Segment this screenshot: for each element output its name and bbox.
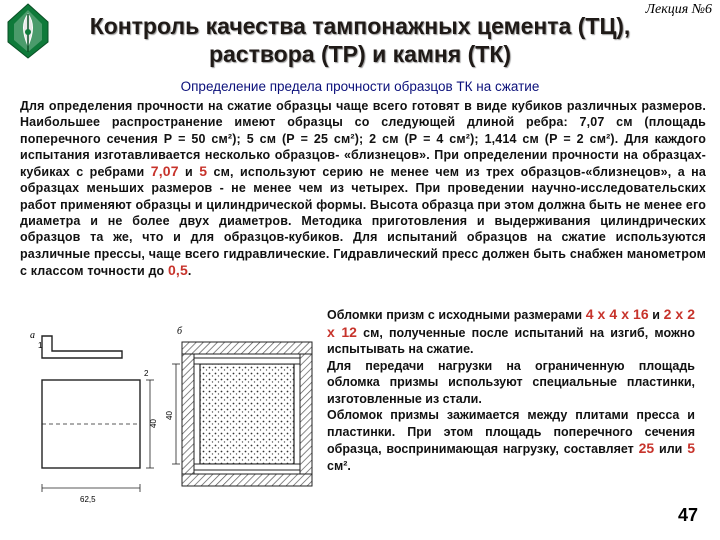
label-a: а <box>30 330 35 341</box>
p1-text-c: см, полученные после испытаний на изгиб, можно испытывать на сжатие. <box>327 325 695 356</box>
p1-text-b: и <box>648 308 664 322</box>
value-5-area: 5 <box>687 440 695 456</box>
value-5: 5 <box>199 163 208 180</box>
para-text-1: Для определения прочности на сжатие образцы чаще всего готовят в виде кубиков различных размеров. Наибольшее распространение имеют образцы со следующей длиной ребра: 7,07 см (площадь поперечного сечения Р = 50 см²); 5 см (Р = 25 см²); 2 см (Р = 4 см²); 1,414 см (Р = 2 см²). Для каждого испытания изготавливается несколько образцов- «близнецов». При определении прочности на образцах-кубиках с ребрами <box>20 99 706 180</box>
value-25: 25 <box>638 440 655 456</box>
right-paragraph-1 <box>327 306 695 358</box>
right-paragraph-2: Для передачи нагрузки на ограниченную площадь обломка призмы используют специальные пластинки, изготовленные из стали. <box>327 358 695 406</box>
p1-text-a: Обломки призм с исходными размерами <box>327 308 586 322</box>
value-0-5: 0,5 <box>167 261 188 278</box>
para-text-3: см, используют серию не менее чем из трех образцов-«близнецов», а на образцах меньших размеров - не менее чем из четырех. При проведении научно-исследовательских работ применяют образцы и цилиндрической формы. Высота образца при этом должна быть не менее его диаметра и не более двух диаметров. Методика приготовления и выдерживания цилиндрических образцов та же, что и для образцов-кубиков. Для испытаний образцов на сжатие используются различные прессы, чаще всего гидравлические. Гидравлический пресс должен быть снабжен манометром с классом точности до <box>20 165 706 278</box>
dim-a-height: 40 <box>149 419 158 428</box>
right-paragraph-3 <box>327 407 695 474</box>
specimen-drawing <box>22 318 322 528</box>
p3-text-a: Обломок призмы зажимается между плитами пресса и пластинки. При этом площадь поперечного сечения образца, воспринимающая нагрузку, составляет <box>327 408 695 456</box>
page-number: 47 <box>677 505 698 525</box>
lecture-number: Лекция №6 <box>645 2 712 17</box>
page-title <box>60 12 660 68</box>
value-7-07: 7,07 <box>150 163 179 180</box>
dim-a-side: 2 <box>144 369 149 378</box>
dim-a-top: 1 <box>38 341 43 350</box>
main-paragraph <box>20 98 706 279</box>
para-text-2: и <box>178 165 200 180</box>
label-b: б <box>177 326 183 337</box>
p3-text-c: см². <box>327 458 351 473</box>
section-subtitle: Определение предела прочности образцов ТК на сжатие <box>180 79 540 94</box>
title-line-1: Контроль качества тампонажных цемента (ТЦ), <box>89 13 631 39</box>
university-logo-icon <box>4 2 52 60</box>
dims-2x2x12: 2 х 2 х 12 <box>327 306 696 340</box>
para-text-4: . <box>187 263 192 278</box>
dim-a-length: 62,5 <box>80 495 96 504</box>
prism-fragment-block <box>327 306 695 474</box>
p3-text-b: или <box>654 442 688 456</box>
dim-b-height: 40 <box>165 411 174 420</box>
plate-top-view <box>42 336 122 358</box>
specimen-block <box>200 364 294 464</box>
title-line-2: раствора (ТР) и камня (ТК) <box>208 41 512 67</box>
dims-4x4x16: 4 х 4 х 16 <box>585 306 649 322</box>
